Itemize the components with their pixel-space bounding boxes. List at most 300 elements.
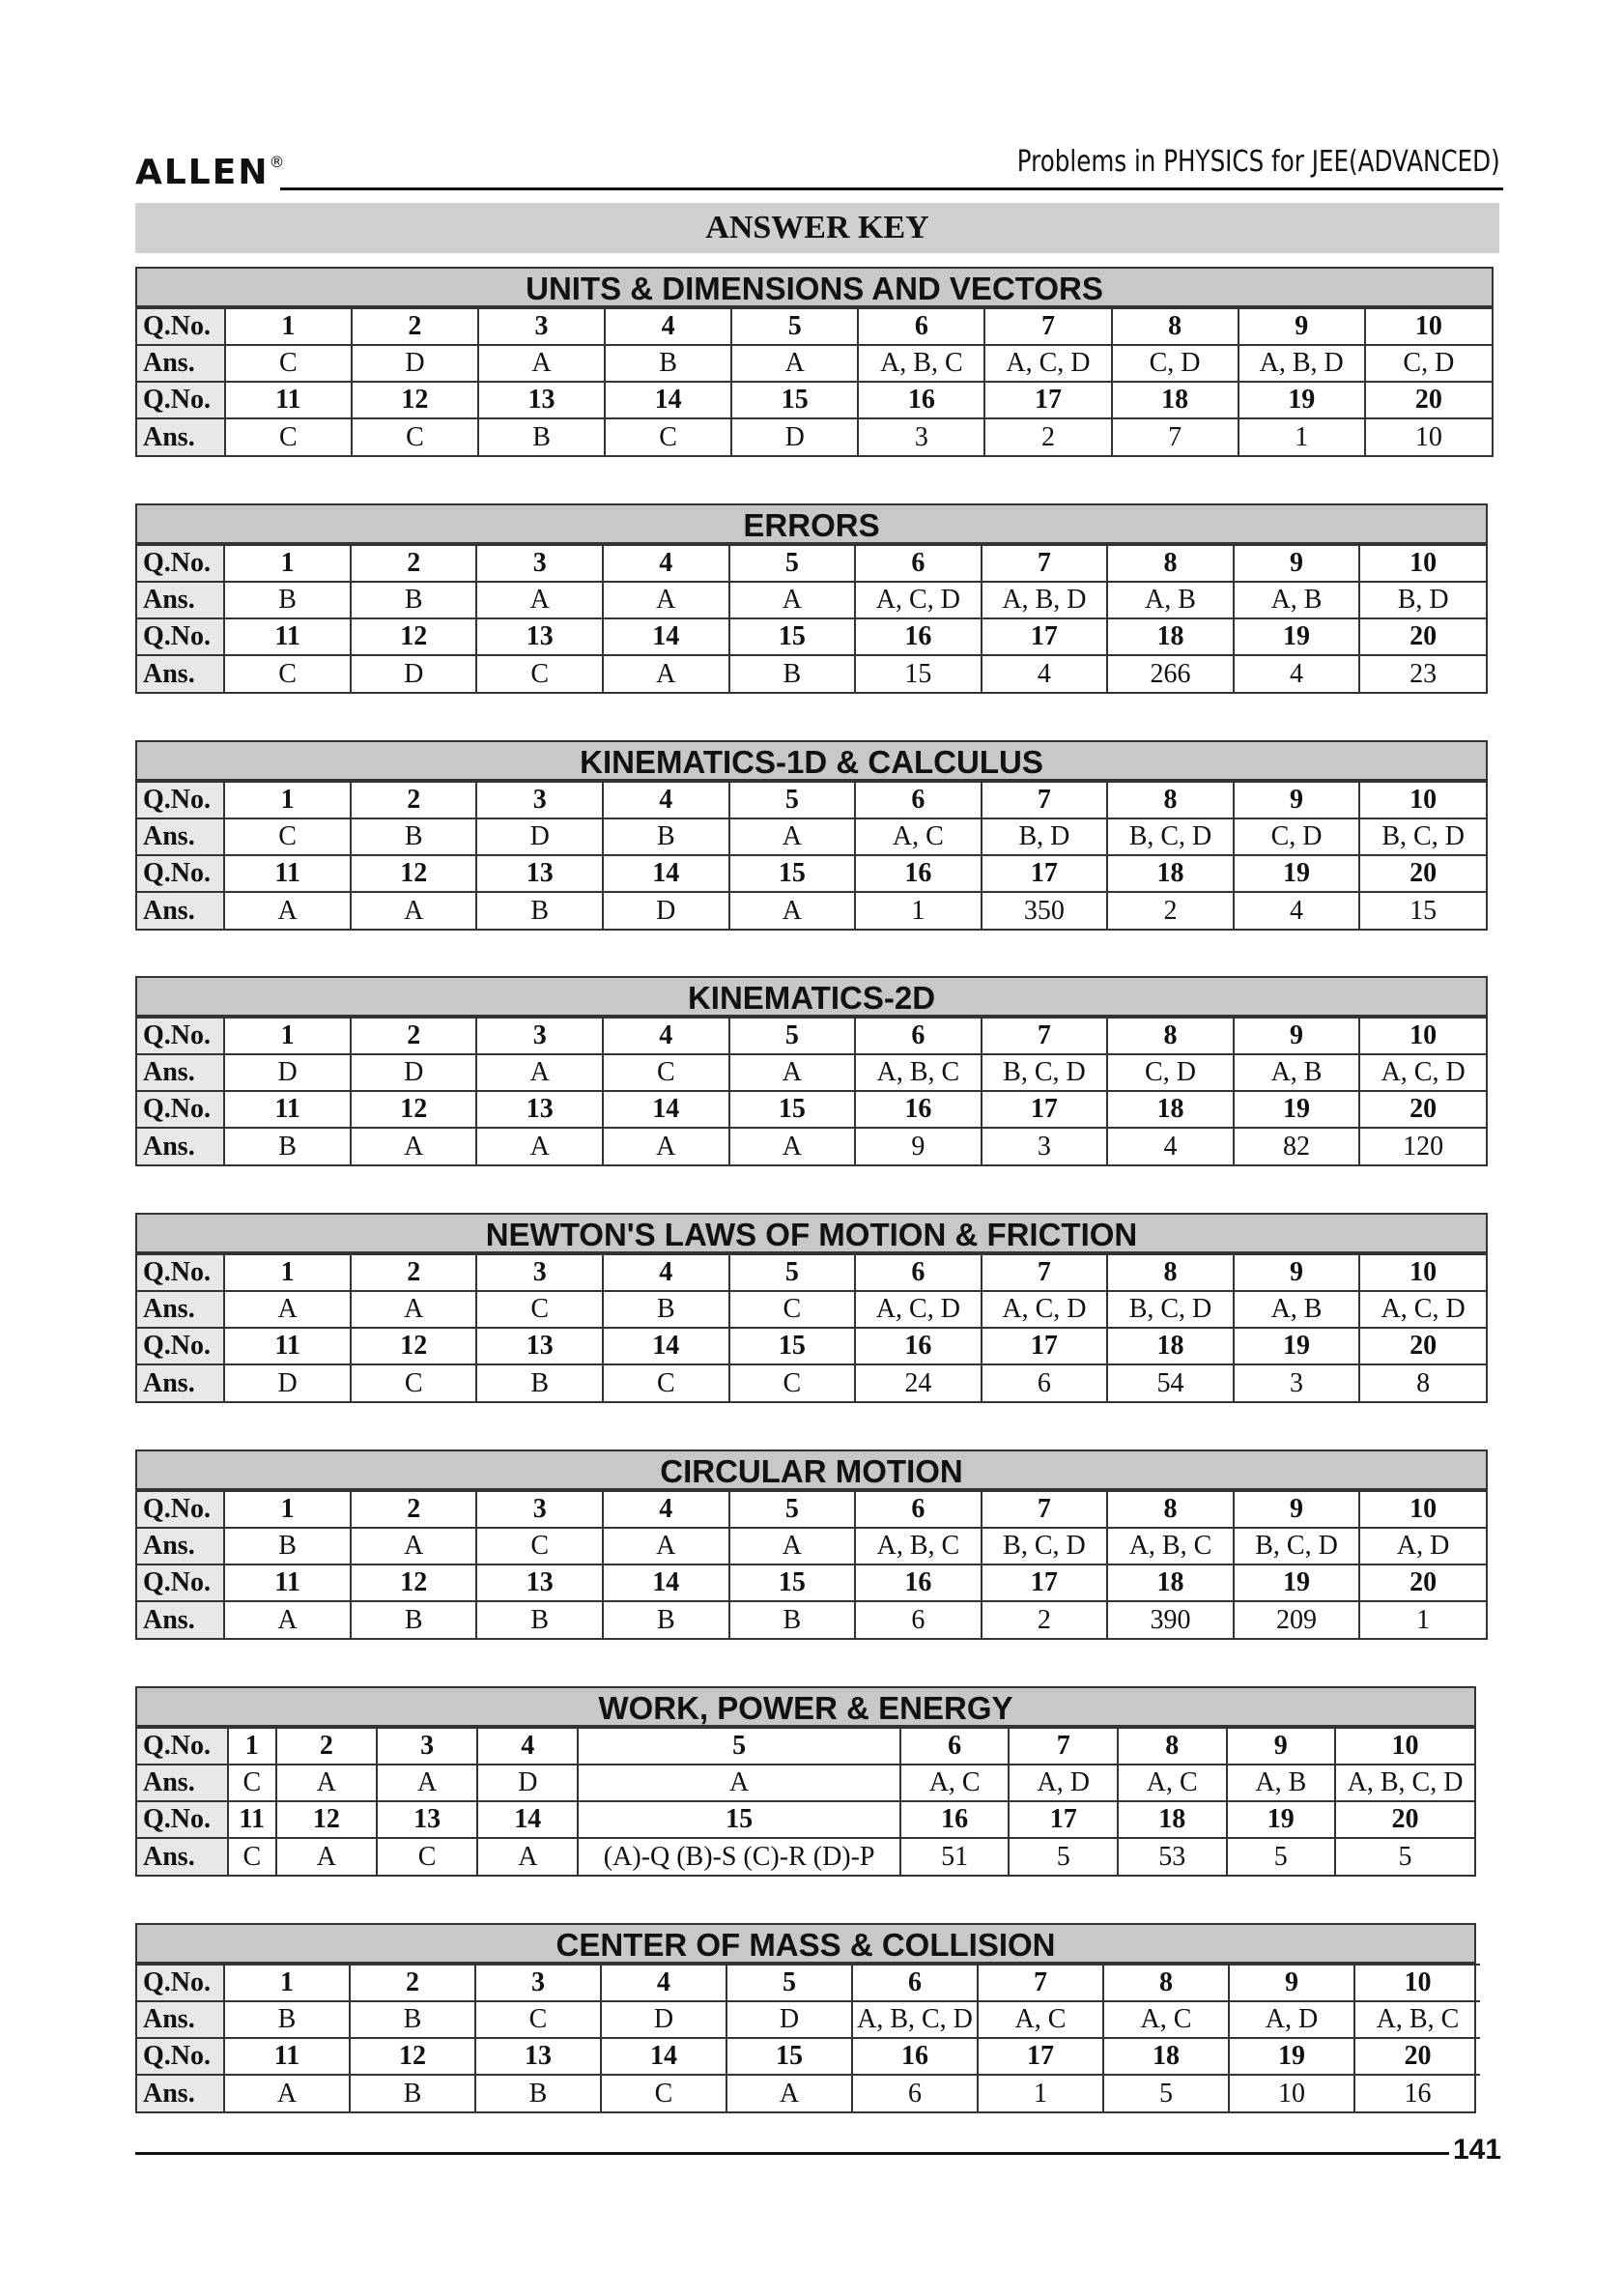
question-row: [137, 1801, 1474, 1838]
question-number-cell: 1: [224, 1491, 351, 1528]
answer-cell: A, B, C, D: [852, 2001, 978, 2038]
answer-row: [137, 818, 1486, 855]
answer-cell: A, B: [1234, 1291, 1360, 1328]
answer-cell: C: [605, 418, 731, 455]
question-number-cell: 14: [601, 2038, 726, 2075]
answer-label: Ans.: [137, 1528, 224, 1564]
question-number-cell: 11: [224, 1328, 351, 1364]
question-number-cell: 9: [1239, 308, 1365, 345]
answer-cell: 5: [1103, 2075, 1229, 2111]
answer-cell: C: [475, 2001, 601, 2038]
question-row: [137, 618, 1486, 655]
answer-section: [135, 1923, 1476, 2113]
answer-cell: A, B, C, D: [1335, 1765, 1474, 1801]
answer-table: [137, 307, 1492, 455]
answer-cell: B, C, D: [1234, 1528, 1360, 1564]
question-number-cell: 12: [351, 618, 477, 655]
section-title: WORK, POWER & ENERGY: [137, 1688, 1474, 1727]
question-number-cell: 3: [476, 1018, 603, 1054]
answer-cell: 2: [984, 418, 1111, 455]
answer-row: [137, 345, 1492, 382]
answer-cell: D: [476, 818, 603, 855]
question-number-cell: 19: [1234, 1564, 1360, 1601]
question-number-cell: 16: [855, 1091, 982, 1128]
question-number-cell: 2: [351, 1254, 477, 1291]
answer-cell: A: [729, 892, 856, 929]
answer-label: Ans.: [137, 1838, 228, 1875]
answer-cell: A, B, C: [855, 1054, 982, 1091]
question-row: [137, 1254, 1486, 1291]
answer-cell: B: [224, 2001, 350, 2038]
answer-row: [137, 1291, 1486, 1328]
question-row: [137, 382, 1492, 418]
answer-label: Ans.: [137, 1128, 224, 1164]
answer-cell: 10: [1229, 2075, 1354, 2111]
question-number-cell: 20: [1365, 382, 1492, 418]
answer-cell: B, C, D: [1359, 818, 1486, 855]
answer-cell: 120: [1359, 1128, 1486, 1164]
answer-cell: C: [603, 1364, 729, 1401]
question-number-cell: 10: [1335, 1728, 1474, 1765]
answer-cell: A: [224, 1291, 351, 1328]
question-number-cell: 12: [276, 1801, 377, 1838]
question-number-cell: 3: [377, 1728, 477, 1765]
answer-row: [137, 418, 1492, 455]
question-number-cell: 4: [603, 545, 729, 582]
question-label: Q.No.: [137, 1801, 228, 1838]
answer-label: Ans.: [137, 892, 224, 929]
answer-cell: 350: [982, 892, 1108, 929]
question-row: [137, 1564, 1486, 1601]
answer-row: [137, 892, 1486, 929]
question-row: [137, 1728, 1474, 1765]
question-label: Q.No.: [137, 1491, 224, 1528]
answer-cell: A: [603, 655, 729, 692]
question-number-cell: 8: [1107, 1491, 1234, 1528]
question-number-cell: 19: [1234, 855, 1360, 892]
answer-cell: 15: [1359, 892, 1486, 929]
answer-cell: 16: [1354, 2075, 1480, 2111]
answer-cell: D: [352, 345, 478, 382]
answer-cell: B: [351, 818, 477, 855]
answer-cell: A: [276, 1765, 377, 1801]
answer-cell: A: [731, 345, 858, 382]
answer-cell: D: [726, 2001, 852, 2038]
question-number-cell: 17: [982, 855, 1108, 892]
question-number-cell: 16: [855, 855, 982, 892]
question-number-cell: 11: [224, 618, 351, 655]
question-number-cell: 19: [1229, 2038, 1354, 2075]
question-number-cell: 16: [855, 1564, 982, 1601]
question-number-cell: 3: [476, 1491, 603, 1528]
answer-cell: C: [377, 1838, 477, 1875]
answer-cell: A, B: [1227, 1765, 1336, 1801]
answer-cell: A, C, D: [984, 345, 1111, 382]
answer-label: Ans.: [137, 1364, 224, 1401]
answer-cell: 6: [982, 1364, 1108, 1401]
answer-cell: C: [228, 1838, 276, 1875]
answer-row: [137, 1528, 1486, 1564]
answer-cell: A: [224, 892, 351, 929]
question-number-cell: 13: [476, 618, 603, 655]
answer-row: [137, 2001, 1480, 2038]
question-number-cell: 12: [351, 1328, 477, 1364]
question-number-cell: 9: [1234, 1018, 1360, 1054]
answer-cell: A: [351, 1128, 477, 1164]
question-number-cell: 12: [351, 1091, 477, 1128]
answer-cell: 1: [1239, 418, 1365, 455]
question-label: Q.No.: [137, 1564, 224, 1601]
question-number-cell: 7: [984, 308, 1111, 345]
question-number-cell: 5: [578, 1728, 899, 1765]
answer-cell: B: [729, 1601, 856, 1638]
question-row: [137, 1965, 1480, 2001]
answer-label: Ans.: [137, 345, 225, 382]
question-number-cell: 15: [729, 1328, 856, 1364]
question-number-cell: 2: [351, 545, 477, 582]
question-number-cell: 19: [1234, 1091, 1360, 1128]
answer-cell: 5: [1009, 1838, 1118, 1875]
question-number-cell: 20: [1359, 618, 1486, 655]
logo: [135, 153, 286, 192]
answer-cell: A, B: [1234, 582, 1360, 618]
answer-cell: A: [603, 1128, 729, 1164]
answer-cell: 6: [852, 2075, 978, 2111]
answer-cell: C: [476, 1528, 603, 1564]
question-label: Q.No.: [137, 782, 224, 818]
answer-label: Ans.: [137, 2075, 224, 2111]
question-number-cell: 20: [1359, 1091, 1486, 1128]
question-number-cell: 7: [982, 545, 1108, 582]
answer-cell: A, B: [1234, 1054, 1360, 1091]
answer-cell: 54: [1107, 1364, 1234, 1401]
answer-cell: C, D: [1234, 818, 1360, 855]
answer-cell: 2: [1107, 892, 1234, 929]
question-number-cell: 19: [1227, 1801, 1336, 1838]
answer-cell: D: [601, 2001, 726, 2038]
answer-cell: B, C, D: [1107, 1291, 1234, 1328]
question-number-cell: 3: [476, 1254, 603, 1291]
question-number-cell: 18: [1107, 855, 1234, 892]
answer-cell: B: [350, 2001, 475, 2038]
answer-cell: B: [603, 1291, 729, 1328]
question-number-cell: 15: [729, 618, 856, 655]
question-number-cell: 17: [1009, 1801, 1118, 1838]
question-number-cell: 14: [603, 618, 729, 655]
question-number-cell: 18: [1103, 2038, 1229, 2075]
answer-label: Ans.: [137, 1601, 224, 1638]
answer-cell: A: [603, 1528, 729, 1564]
answer-cell: A: [478, 345, 605, 382]
answer-table: [137, 1727, 1474, 1875]
answer-row: [137, 1838, 1474, 1875]
answer-cell: 3: [982, 1128, 1108, 1164]
answer-cell: A, C, D: [982, 1291, 1108, 1328]
question-row: [137, 1491, 1486, 1528]
answer-row: [137, 1054, 1486, 1091]
question-number-cell: 18: [1107, 1328, 1234, 1364]
question-row: [137, 855, 1486, 892]
question-number-cell: 12: [351, 855, 477, 892]
question-number-cell: 14: [603, 1328, 729, 1364]
question-number-cell: 5: [729, 1254, 856, 1291]
answer-cell: D: [351, 1054, 477, 1091]
answer-cell: A: [476, 1054, 603, 1091]
answer-cell: B, C, D: [1107, 818, 1234, 855]
answer-section: [135, 1686, 1476, 1877]
question-number-cell: 2: [351, 782, 477, 818]
answer-cell: 4: [982, 655, 1108, 692]
answer-cell: A, C, D: [1359, 1054, 1486, 1091]
answer-cell: C, D: [1112, 345, 1239, 382]
section-title: UNITS & DIMENSIONS AND VECTORS: [137, 269, 1492, 307]
question-number-cell: 13: [476, 1328, 603, 1364]
answer-cell: C: [351, 1364, 477, 1401]
answer-cell: A, D: [1359, 1528, 1486, 1564]
answer-cell: A, B, C: [858, 345, 984, 382]
answer-label: Ans.: [137, 418, 225, 455]
answer-cell: B, C, D: [982, 1054, 1108, 1091]
answer-cell: A, B, C: [1107, 1528, 1234, 1564]
answer-cell: A: [729, 818, 856, 855]
question-number-cell: 16: [900, 1801, 1010, 1838]
question-number-cell: 16: [855, 618, 982, 655]
question-number-cell: 8: [1107, 782, 1234, 818]
question-number-cell: 13: [476, 855, 603, 892]
question-number-cell: 15: [731, 382, 858, 418]
answer-cell: B, D: [982, 818, 1108, 855]
question-number-cell: 14: [477, 1801, 578, 1838]
question-number-cell: 19: [1234, 618, 1360, 655]
answer-cell: A: [726, 2075, 852, 2111]
answer-cell: A: [729, 582, 856, 618]
question-number-cell: 4: [477, 1728, 578, 1765]
answer-label: Ans.: [137, 582, 224, 618]
answer-cell: B: [350, 2075, 475, 2111]
answer-section: [135, 267, 1494, 457]
question-number-cell: 13: [377, 1801, 477, 1838]
question-row: [137, 545, 1486, 582]
question-number-cell: 20: [1354, 2038, 1480, 2075]
answer-cell: B: [224, 1128, 351, 1164]
answer-cell: C: [228, 1765, 276, 1801]
answer-label: Ans.: [137, 1765, 228, 1801]
answer-cell: A: [578, 1765, 899, 1801]
question-number-cell: 19: [1239, 382, 1365, 418]
answer-cell: 1: [978, 2075, 1103, 2111]
question-number-cell: 6: [900, 1728, 1010, 1765]
question-number-cell: 20: [1359, 855, 1486, 892]
answer-cell: A: [351, 1528, 477, 1564]
answer-cell: 3: [1234, 1364, 1360, 1401]
answer-cell: A, C: [978, 2001, 1103, 2038]
answer-cell: B: [603, 1601, 729, 1638]
answer-cell: A: [351, 1291, 477, 1328]
answer-cell: B: [475, 2075, 601, 2111]
question-number-cell: 8: [1107, 545, 1234, 582]
question-label: Q.No.: [137, 1965, 224, 2001]
answer-cell: C: [352, 418, 478, 455]
question-number-cell: 5: [726, 1965, 852, 2001]
answer-cell: 209: [1234, 1601, 1360, 1638]
answer-row: [137, 1128, 1486, 1164]
question-number-cell: 10: [1359, 1254, 1486, 1291]
answer-table: [137, 1964, 1480, 2111]
question-label: Q.No.: [137, 1254, 224, 1291]
answer-cell: 1: [855, 892, 982, 929]
answer-cell: B, D: [1359, 582, 1486, 618]
question-number-cell: 8: [1103, 1965, 1229, 2001]
question-row: [137, 1328, 1486, 1364]
answer-cell: 4: [1234, 655, 1360, 692]
answer-section: [135, 503, 1488, 694]
question-number-cell: 4: [603, 1491, 729, 1528]
question-number-cell: 17: [982, 1091, 1108, 1128]
question-row: [137, 1018, 1486, 1054]
question-number-cell: 14: [605, 382, 731, 418]
answer-cell: A, B: [1107, 582, 1234, 618]
question-number-cell: 11: [225, 382, 352, 418]
question-number-cell: 2: [350, 1965, 475, 2001]
question-number-cell: 2: [351, 1491, 477, 1528]
answer-table: [137, 781, 1486, 929]
question-number-cell: 20: [1359, 1328, 1486, 1364]
answer-cell: 4: [1234, 892, 1360, 929]
answer-cell: B: [605, 345, 731, 382]
answer-label: Ans.: [137, 818, 224, 855]
question-label: Q.No.: [137, 1328, 224, 1364]
answer-cell: A, C: [900, 1765, 1010, 1801]
question-number-cell: 12: [350, 2038, 475, 2075]
answer-cell: A, C: [855, 818, 982, 855]
question-number-cell: 6: [855, 545, 982, 582]
question-label: Q.No.: [137, 545, 224, 582]
answer-key-heading: ANSWER KEY: [135, 203, 1499, 253]
header-rule: [280, 187, 1503, 190]
answer-cell: D: [224, 1364, 351, 1401]
question-number-cell: 14: [603, 1091, 729, 1128]
question-number-cell: 7: [978, 1965, 1103, 2001]
answer-cell: C, D: [1365, 345, 1492, 382]
question-number-cell: 9: [1234, 545, 1360, 582]
question-number-cell: 4: [603, 782, 729, 818]
question-label: Q.No.: [137, 2038, 224, 2075]
question-number-cell: 10: [1359, 1018, 1486, 1054]
answer-cell: 390: [1107, 1601, 1234, 1638]
question-number-cell: 17: [978, 2038, 1103, 2075]
answer-cell: A, C: [1118, 1765, 1227, 1801]
answer-cell: 53: [1118, 1838, 1227, 1875]
answer-cell: B: [351, 1601, 477, 1638]
header-title: Problems in PHYSICS for JEE(ADVANCED): [1017, 145, 1500, 179]
question-number-cell: 15: [729, 1564, 856, 1601]
question-number-cell: 17: [984, 382, 1111, 418]
question-label: Q.No.: [137, 1018, 224, 1054]
question-number-cell: 14: [603, 1564, 729, 1601]
answer-cell: A, B, D: [982, 582, 1108, 618]
answer-cell: B: [603, 818, 729, 855]
answer-cell: D: [477, 1765, 578, 1801]
question-number-cell: 12: [351, 1564, 477, 1601]
answer-cell: A, C: [1103, 2001, 1229, 2038]
question-number-cell: 7: [982, 782, 1108, 818]
question-number-cell: 17: [982, 1328, 1108, 1364]
question-number-cell: 1: [225, 308, 352, 345]
question-number-cell: 16: [858, 382, 984, 418]
footer-rule: [135, 2152, 1449, 2155]
answer-cell: D: [224, 1054, 351, 1091]
question-number-cell: 13: [476, 1091, 603, 1128]
question-number-cell: 2: [352, 308, 478, 345]
question-number-cell: 9: [1234, 1491, 1360, 1528]
question-number-cell: 20: [1359, 1564, 1486, 1601]
answer-cell: 9: [855, 1128, 982, 1164]
answer-cell: D: [603, 892, 729, 929]
answer-cell: A: [729, 1128, 856, 1164]
answer-cell: B: [478, 418, 605, 455]
answer-cell: B: [476, 892, 603, 929]
answer-cell: (A)-Q (B)-S (C)-R (D)-P: [578, 1838, 899, 1875]
answer-cell: 5: [1227, 1838, 1336, 1875]
answer-label: Ans.: [137, 1054, 224, 1091]
question-number-cell: 6: [852, 1965, 978, 2001]
question-number-cell: 1: [224, 1018, 351, 1054]
question-label: Q.No.: [137, 855, 224, 892]
answer-cell: B: [351, 582, 477, 618]
question-number-cell: 16: [852, 2038, 978, 2075]
answer-label: Ans.: [137, 1291, 224, 1328]
question-row: [137, 782, 1486, 818]
question-number-cell: 18: [1118, 1801, 1227, 1838]
question-number-cell: 11: [224, 855, 351, 892]
question-number-cell: 13: [476, 1564, 603, 1601]
answer-cell: 266: [1107, 655, 1234, 692]
section-title: KINEMATICS-2D: [137, 978, 1486, 1017]
answer-cell: A: [603, 582, 729, 618]
question-number-cell: 11: [224, 1564, 351, 1601]
question-number-cell: 7: [982, 1254, 1108, 1291]
answer-cell: C: [225, 345, 352, 382]
question-number-cell: 19: [1234, 1328, 1360, 1364]
question-number-cell: 11: [224, 2038, 350, 2075]
question-number-cell: 16: [855, 1328, 982, 1364]
question-number-cell: 10: [1359, 782, 1486, 818]
answer-cell: A: [224, 1601, 351, 1638]
answer-cell: A: [351, 892, 477, 929]
answer-cell: A: [729, 1054, 856, 1091]
answer-cell: 7: [1112, 418, 1239, 455]
question-number-cell: 11: [224, 1091, 351, 1128]
question-number-cell: 7: [1009, 1728, 1118, 1765]
answer-cell: D: [731, 418, 858, 455]
question-number-cell: 8: [1118, 1728, 1227, 1765]
question-number-cell: 18: [1107, 1564, 1234, 1601]
question-number-cell: 9: [1227, 1728, 1336, 1765]
answer-row: [137, 1364, 1486, 1401]
answer-section: [135, 740, 1488, 931]
section-title: CIRCULAR MOTION: [137, 1451, 1486, 1490]
question-number-cell: 13: [478, 382, 605, 418]
answer-cell: C: [601, 2075, 726, 2111]
answer-cell: C: [729, 1291, 856, 1328]
question-number-cell: 8: [1112, 308, 1239, 345]
answer-section: [135, 1449, 1488, 1640]
question-number-cell: 15: [726, 2038, 852, 2075]
question-number-cell: 6: [855, 1018, 982, 1054]
answer-cell: A, B, C: [855, 1528, 982, 1564]
answer-cell: B: [224, 582, 351, 618]
answer-row: [137, 1765, 1474, 1801]
